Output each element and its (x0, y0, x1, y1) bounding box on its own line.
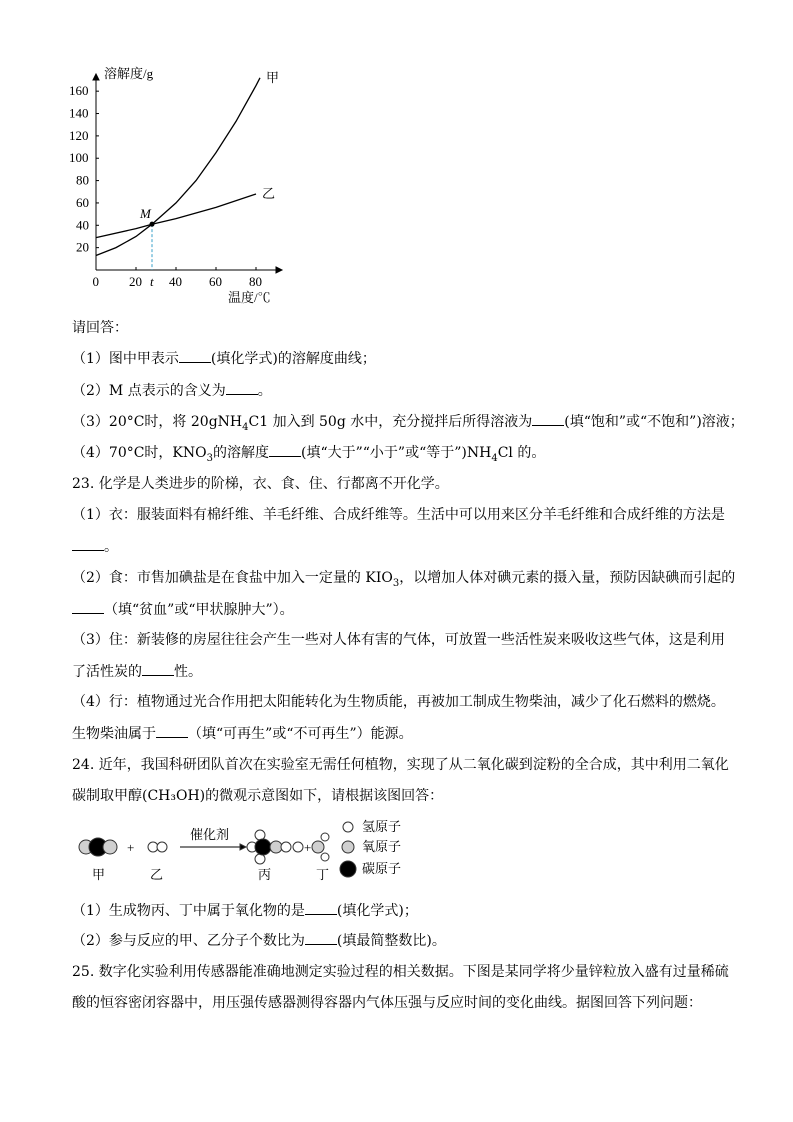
legend-carbon-icon (340, 861, 356, 877)
arrow-head-icon (240, 844, 246, 850)
q22-2: （2）M 点表示的含义为 。 (72, 380, 272, 401)
hydrogen-atom-icon (321, 853, 329, 861)
answer-blank[interactable] (532, 411, 564, 426)
q25-title: 25. 数字化实验利用传感器能准确地测定实验过程的相关数据。下图是某同学将少量锌粒放入盛有过量稀硫 (72, 964, 729, 980)
q23-3-cont: 了活性炭的 性。 (72, 661, 202, 682)
q23-title: 23. 化学是人类进步的阶梯，衣、食、住、行都离不开化学。 (72, 476, 449, 492)
molecule-diagram (60, 815, 420, 885)
answer-blank[interactable] (72, 599, 104, 614)
answer-blank[interactable] (179, 348, 211, 363)
label-ding: 丁 (316, 867, 330, 882)
x-tick-label: 0 (92, 274, 99, 289)
q22-1: （1）图中甲表示 (填化学式)的溶解度曲线； (72, 348, 376, 369)
label-bing: 丙 (258, 867, 272, 882)
legend-carbon-label: 碳原子 (362, 861, 402, 876)
label-jia: 甲 (92, 867, 106, 882)
q23-2: （2）食：市售加碘盐是在食盐中加入一定量的 $KIO_3$，以增加人体对碘元素的摄入量，预防因缺碘而引起的 (72, 570, 736, 589)
q22-4: （4）70°C时，$KNO_3$的溶解度 (填“大于”“小于”或“等于$”)NH_4Cl$ 的。 (72, 442, 545, 469)
x-tick-label: 80 (249, 274, 262, 289)
legend-oxygen-label: 氧原子 (362, 839, 402, 854)
solubility-chart (60, 60, 300, 310)
series-line (96, 78, 260, 256)
hydrogen-atom-icon (293, 842, 303, 852)
point-m-label: M (140, 206, 151, 222)
plus-sign: + (127, 840, 135, 855)
series-label: 甲 (266, 69, 280, 85)
series-line (96, 194, 256, 238)
q23-4-cont: 生物柴油属于 （填“可再生”或“不可再生”）能源。 (72, 723, 413, 744)
point-t-label: t (150, 274, 154, 289)
q23-1: （1）衣：服装面料有棉纤维、羊毛纤维、合成纤维等。生活中可以用来区分羊毛纤维和合成纤维的方法是 (72, 507, 725, 523)
plus-sign: + (304, 840, 312, 855)
x-tick-label: 60 (209, 274, 222, 289)
x-axis-label: 温度/℃ (228, 290, 271, 305)
y-tick-label: 140 (69, 105, 89, 121)
legend-hydrogen-label: 氢原子 (362, 819, 402, 834)
oxygen-atom-icon (270, 841, 282, 853)
q25-title-cont: 酸的恒容密闭容器中，用压强传感器测得容器内气体压强与反应时间的变化曲线。据图回答下列问题： (72, 995, 702, 1011)
series-label: 乙 (262, 186, 276, 201)
y-tick-label: 160 (69, 83, 89, 99)
y-tick-label: 20 (76, 239, 89, 255)
y-axis-arrow-icon (93, 74, 99, 80)
q24-title: 24. 近年，我国科研团队首次在实验室无需任何植物，实现了从二氧化碳到淀粉的全合成，其中利用二氧化 (72, 757, 729, 773)
hydrogen-atom-icon (255, 854, 265, 864)
prompt-line: 请回答： (72, 320, 128, 336)
q24-2: （2）参与反应的甲、乙分子个数比为 (填最简整数比)。 (72, 930, 446, 951)
label-yi: 乙 (150, 867, 164, 882)
q23-4: （4）行：植物通过光合作用把太阳能转化为生物质能，再被加工制成生物柴油，减少了化石燃料的燃烧。 (72, 694, 725, 710)
x-axis-arrow-icon (276, 267, 282, 273)
catalyst-label: 催化剂 (190, 827, 230, 842)
q23-2-cont: （填“贫血”或“甲状腺肿大”）。 (72, 599, 294, 620)
carbon-atom-icon (255, 839, 271, 855)
legend-hydrogen-icon (343, 822, 353, 832)
hydrogen-atom-icon (321, 833, 329, 841)
y-tick-label: 60 (76, 194, 89, 210)
answer-blank[interactable] (269, 442, 301, 457)
answer-blank[interactable] (142, 661, 174, 676)
hydrogen-atom-icon (281, 842, 291, 852)
q23-1-cont: 。 (72, 536, 118, 557)
hydrogen-atom-icon (157, 842, 167, 852)
q24-title-cont: 碳制取甲醇(CH₃OH)的微观示意图如下，请根据该图回答： (72, 788, 444, 804)
q24-1: （1）生成物丙、丁中属于氧化物的是 (填化学式)； (72, 900, 418, 921)
q22-3: （3）20°C时，将 20gNH$_4$C1 加入到 50g 水中，充分搅拌后所得溶液为 (填“饱和”或“不饱和”)溶液； (72, 411, 744, 438)
answer-blank[interactable] (72, 536, 104, 551)
y-axis-label: 溶解度/g (104, 66, 154, 81)
point-m (150, 222, 155, 227)
answer-blank[interactable] (226, 380, 258, 395)
hydrogen-atom-icon (255, 830, 265, 840)
x-tick-label: 20 (129, 274, 142, 289)
legend-oxygen-icon (342, 841, 354, 853)
y-tick-label: 120 (69, 127, 89, 143)
answer-blank[interactable] (305, 900, 337, 915)
y-tick-label: 40 (76, 217, 89, 233)
y-tick-label: 80 (76, 172, 89, 188)
answer-blank[interactable] (156, 723, 188, 738)
oxygen-atom-icon (103, 840, 117, 854)
q23-3: （3）住：新装修的房屋往往会产生一些对人体有害的气体，可放置一些活性炭来吸收这些气体，这是利用 (72, 632, 725, 648)
oxygen-atom-icon (312, 841, 324, 853)
answer-blank[interactable] (305, 930, 337, 945)
y-tick-label: 100 (69, 150, 89, 166)
x-tick-label: 40 (169, 274, 182, 289)
